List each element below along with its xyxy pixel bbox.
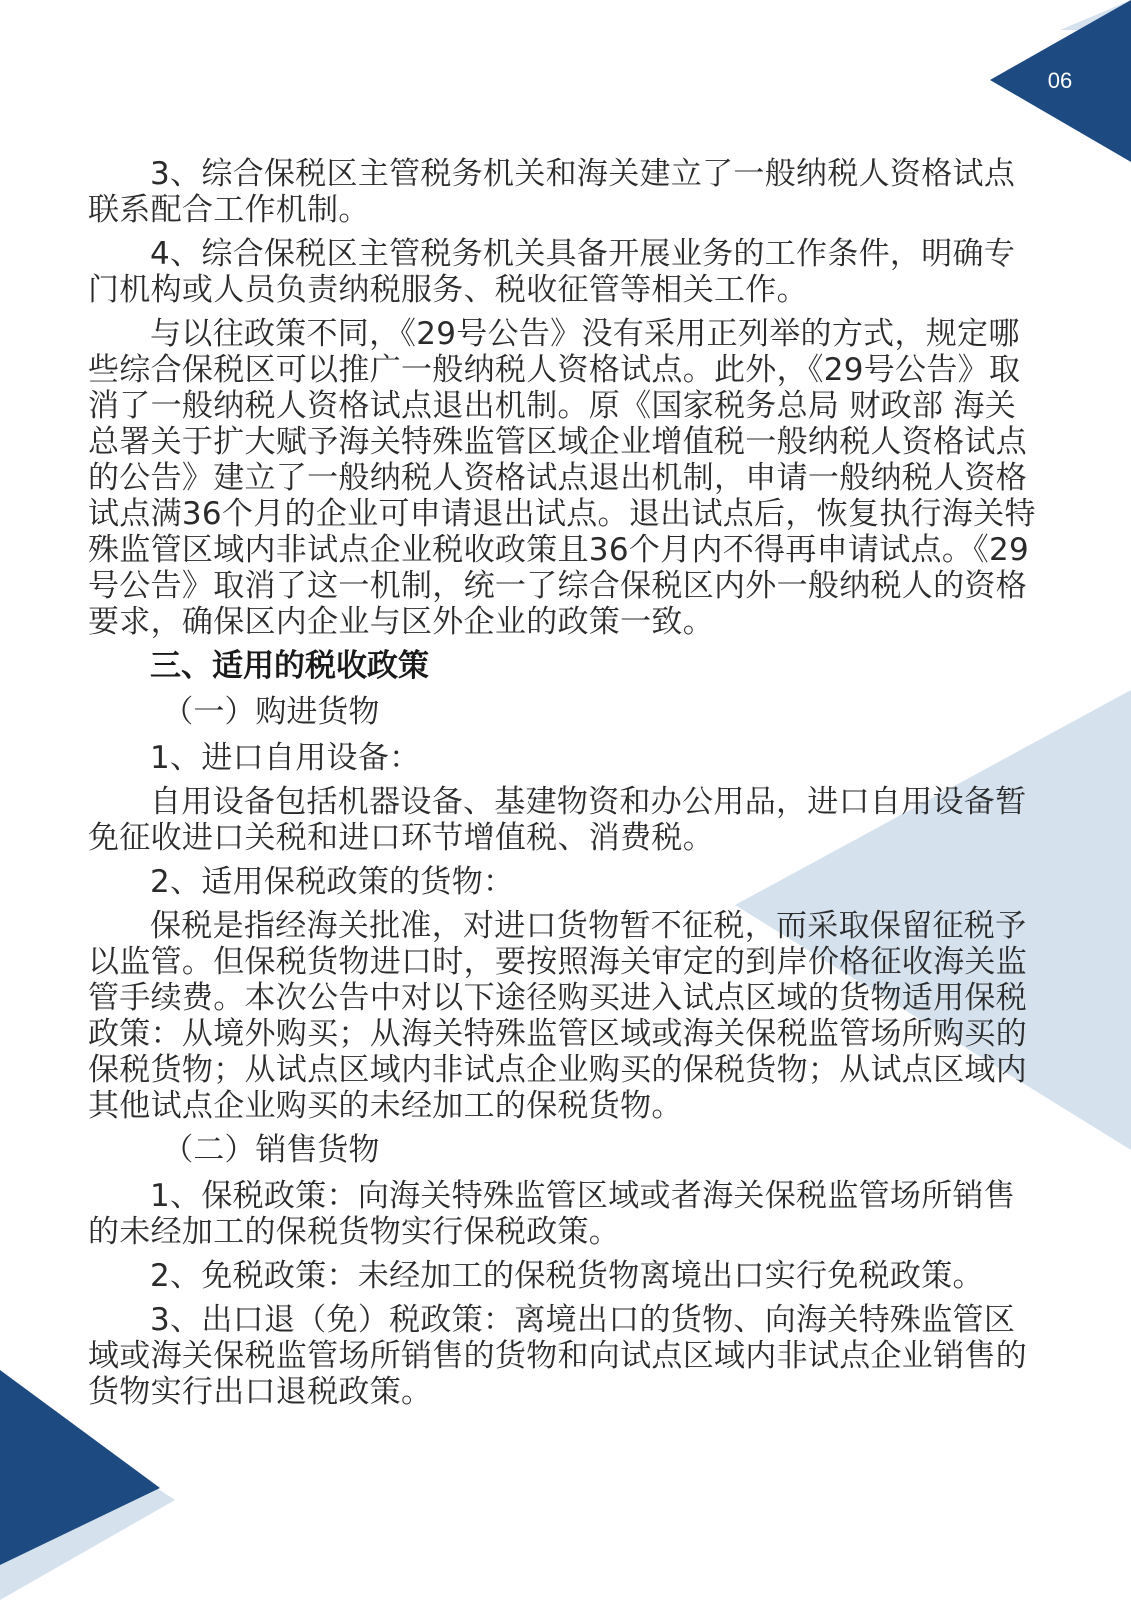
paragraph-policy-comparison: 与以往政策不同，《29号公告》没有采用正列举的方式，规定哪些综合保税区可以推广一般纳税人资格试点。此外，《29号公告》取消了一般纳税人资格试点退出机制。原《国家税务总局 财政部 海关总署关于扩大赋予海关特殊监管区域企业增值税一般纳税人资格试点的公告》建立了一般纳税人资格试点退出机制，申请一般纳税人资格试点满36个月的企业可申请退出试点。退出试点后，恢复执行海关特殊监管区域内非试点企业税收政策且36个月内不得再申请试点。《29号公告》取消了这一机制，统一了综合保税区内外一般纳税人的资格要求，确保区内企业与区外企业的政策一致。 (88, 316, 1036, 640)
paragraph-equipment-detail: 自用设备包括机器设备、基建物资和办公用品，进口自用设备暂免征收进口关税和进口环节增值税、消费税。 (88, 784, 1027, 856)
paragraph-item-3: 3、综合保税区主管税务机关和海关建立了一般纳税人资格试点联系配合工作机制。 (88, 156, 1016, 228)
page-number: 06 (1047, 68, 1073, 93)
subheading-purchase-goods: （一）购进货物 (162, 694, 380, 730)
item-tax-exempt-policy: 2、免税政策：未经加工的保税货物离境出口实行免税政策。 (150, 1258, 984, 1294)
document-body (88, 156, 1043, 1418)
subheading-sales-goods: （二）销售货物 (162, 1132, 380, 1168)
section-heading-tax-policy: 三、适用的税收政策 (150, 648, 429, 684)
item-import-equipment: 1、进口自用设备： (150, 740, 421, 776)
item-export-refund-policy: 3、出口退（免）税政策：离境出口的货物、向海关特殊监管区域或海关保税监管场所销售的货物和向试点区域内非试点企业销售的货物实行出口退税政策。 (88, 1302, 1027, 1410)
paragraph-bonded-detail: 保税是指经海关批准，对进口货物暂不征税，而采取保留征税予以监管。但保税货物进口时，要按照海关审定的到岸价格征收海关监管手续费。本次公告中对以下途径购买进入试点区域的货物适用保税政策：从境外购买；从海关特殊监管区域或海关保税监管场所购买的保税货物；从试点区域内非试点企业购买的保税货物；从试点区域内其他试点企业购买的未经加工的保税货物。 (88, 908, 1027, 1124)
item-bonded-policy: 1、保税政策：向海关特殊监管区域或者海关保税监管场所销售的未经加工的保税货物实行保税政策。 (88, 1178, 1016, 1250)
item-bonded-goods: 2、适用保税政策的货物： (150, 864, 515, 900)
paragraph-item-4: 4、综合保税区主管税务机关具备开展业务的工作条件，明确专门机构或人员负责纳税服务、税收征管等相关工作。 (88, 236, 1016, 308)
